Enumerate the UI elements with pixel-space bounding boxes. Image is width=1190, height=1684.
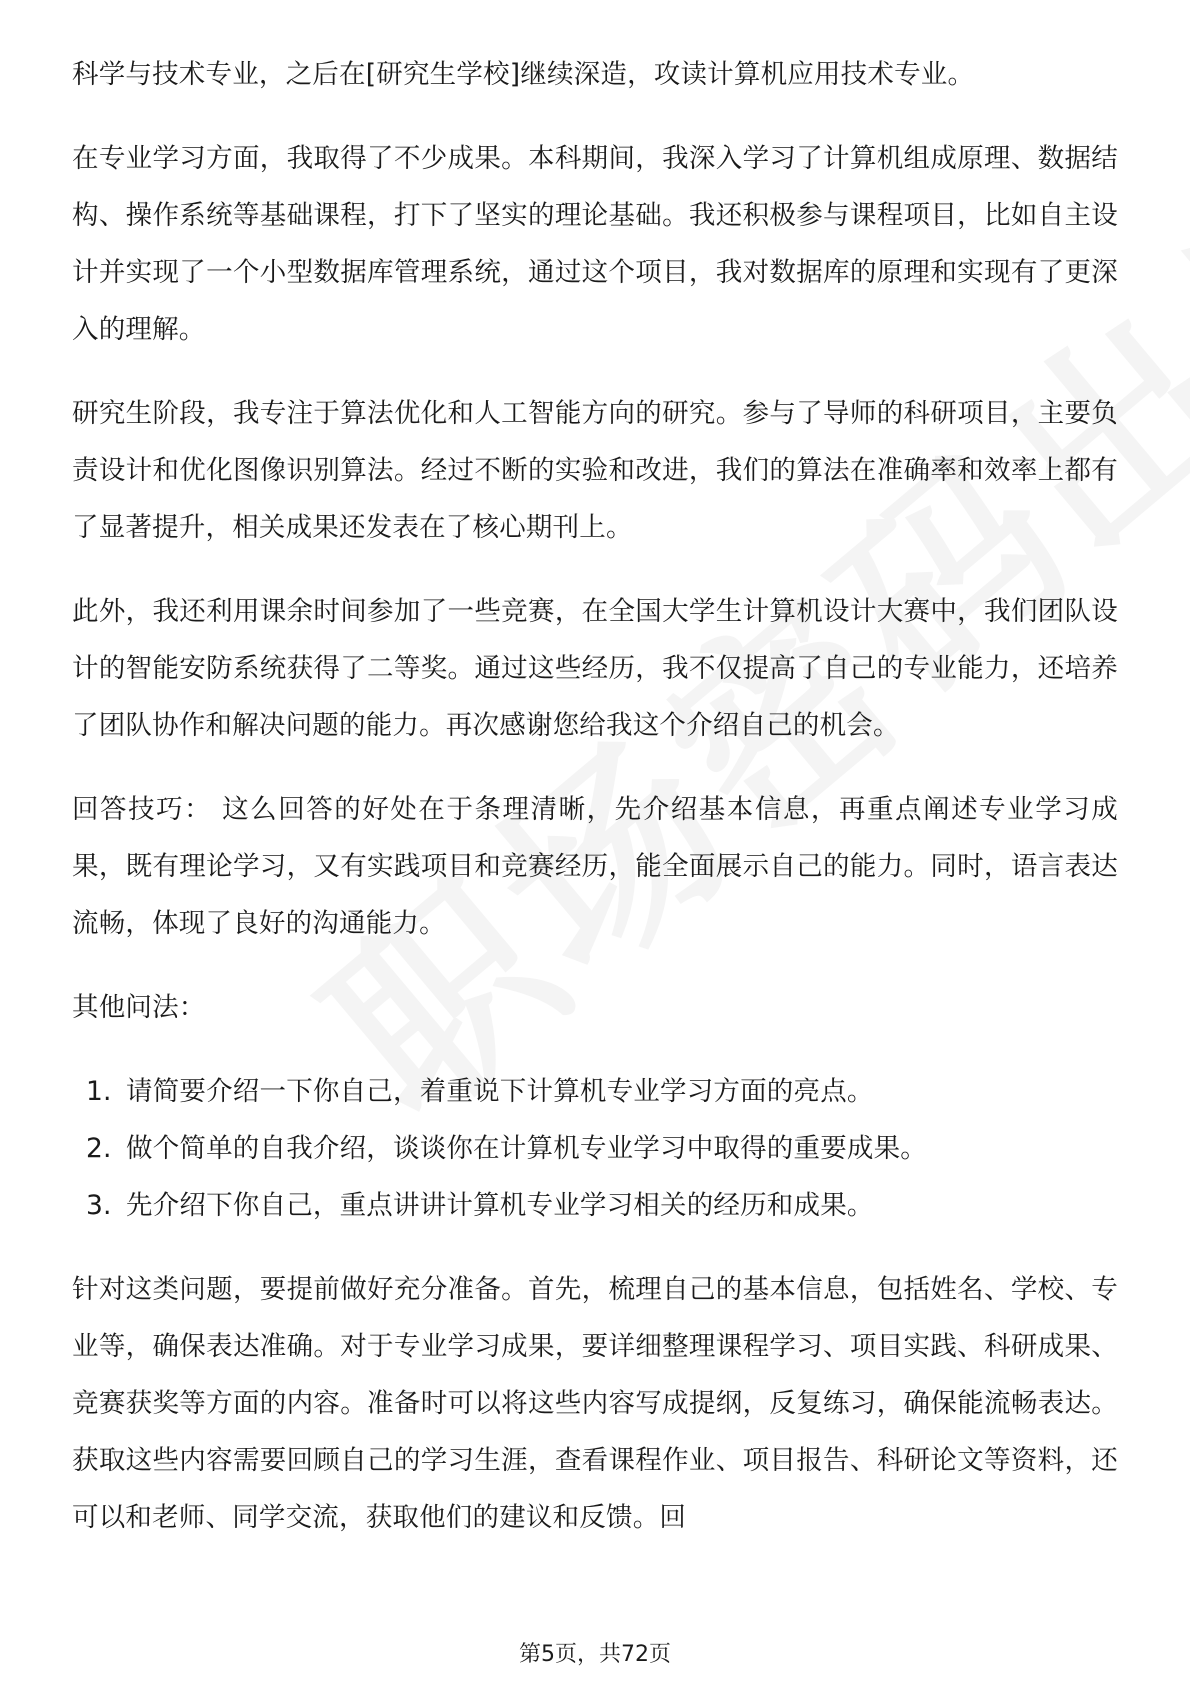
paragraph-intro-continued: 科学与技术专业，之后在[研究生学校]继续深造，攻读计算机应用技术专业。 [72,59,975,90]
list-item [72,1177,1118,1234]
paragraph-preparation-advice: 针对这类问题，要提前做好充分准备。首先，梳理自己的基本信息，包括姓名、学校、专业等，确保表达准确。对于专业学习成果，要详细整理课程学习、项目实践、科研成果、竞赛获奖等方面的内容。准备时可以将这些内容写成提纲，反复练习，确保能流畅表达。获取这些内容需要回顾自己的学习生涯，查看课程作业、项目报告、科研论文等资料，还可以和老师、同学交流，获取他们的建议和反馈。回 [72,1274,1118,1533]
list-item-text: 请简要介绍一下你自己，着重说下计算机专业学习方面的亮点。 [126,1076,874,1107]
list-item-number: 3. [86,1190,112,1221]
list-item-text: 做个简单的自我介绍，谈谈你在计算机专业学习中取得的重要成果。 [126,1133,927,1164]
list-item [72,1063,1118,1120]
paragraph-competitions: 此外，我还利用课余时间参加了一些竞赛，在全国大学生计算机设计大赛中，我们团队设计的智能安防系统获得了二等奖。通过这些经历，我不仅提高了自己的专业能力，还培养了团队协作和解决问题的能力。再次感谢您给我这个介绍自己的机会。 [72,596,1118,741]
other-questions-list [72,1063,1118,1234]
paragraph-other-questions-heading: 其他问法： [72,992,206,1023]
page-number-footer: 第5页，共72页 [519,1642,671,1667]
list-item-number: 1. [86,1076,112,1107]
list-item-number: 2. [86,1133,112,1164]
paragraph-graduate-research: 研究生阶段，我专注于算法优化和人工智能方向的研究。参与了导师的科研项目，主要负责设计和优化图像识别算法。经过不断的实验和改进，我们的算法在准确率和效率上都有了显著提升，相关成果还发表在了核心期刊上。 [72,398,1118,543]
paragraph-answer-tips: 回答技巧： 这么回答的好处在于条理清晰，先介绍基本信息，再重点阐述专业学习成果，既有理论学习，又有实践项目和竞赛经历，能全面展示自己的能力。同时，语言表达流畅，体现了良好的沟通能力。 [72,794,1118,939]
list-item [72,1120,1118,1177]
list-item-text: 先介绍下你自己，重点讲讲计算机专业学习相关的经历和成果。 [126,1190,874,1221]
page-content [72,46,1118,1573]
paragraph-undergrad-study: 在专业学习方面，我取得了不少成果。本科期间，我深入学习了计算机组成原理、数据结构、操作系统等基础课程，打下了坚实的理论基础。我还积极参与课程项目，比如自主设计并实现了一个小型数据库管理系统，通过这个项目，我对数据库的原理和实现有了更深入的理解。 [72,143,1118,345]
